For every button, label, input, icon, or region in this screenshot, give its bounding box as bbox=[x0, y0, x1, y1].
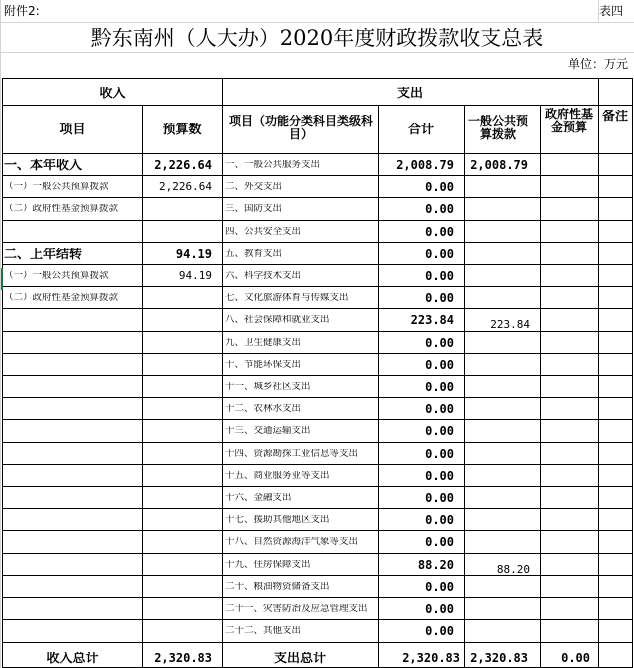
table-row-line bbox=[2, 197, 632, 198]
remark-header: 备注 bbox=[601, 110, 628, 123]
expense-row-total: 0.00 bbox=[425, 181, 454, 194]
table-border bbox=[2, 153, 632, 154]
income-row-label: （一）一般公共预算拨款 bbox=[4, 271, 109, 281]
expense-row-label: 五、教育支出 bbox=[225, 248, 283, 259]
table-col-line bbox=[2, 78, 3, 668]
table-row-line bbox=[2, 242, 632, 243]
expense-row-total: 0.00 bbox=[425, 358, 454, 371]
table-row-line bbox=[2, 286, 632, 287]
expense-row-total: 0.00 bbox=[425, 270, 454, 282]
table-col-line bbox=[464, 105, 465, 668]
expense-header: 支出 bbox=[396, 87, 423, 100]
expense-row-total: 0.00 bbox=[425, 203, 454, 216]
table-row-line bbox=[2, 530, 632, 531]
expense-row-label: 二十、粮油物资储备支出 bbox=[225, 581, 330, 592]
expense-row-total: 0.00 bbox=[425, 292, 454, 305]
expense-row-total: 0.00 bbox=[425, 469, 454, 482]
expense-row-general: 88.20 bbox=[496, 563, 530, 575]
expense-total-label: 支出总计 bbox=[273, 652, 326, 665]
expense-row-total: 2,008.79 bbox=[396, 159, 454, 171]
sheet-gridline bbox=[0, 22, 634, 23]
table-row-line bbox=[2, 308, 632, 309]
table-col-line bbox=[540, 105, 541, 668]
table-col-line bbox=[632, 78, 633, 668]
expense-row-label: 二十二、其他支出 bbox=[225, 626, 302, 636]
expense-row-label: 三、国防支出 bbox=[225, 204, 283, 214]
sheet-gridline bbox=[598, 0, 599, 22]
expense-row-label: 十、节能环保支出 bbox=[225, 359, 302, 370]
income-row-label: 二、上年结转 bbox=[4, 247, 83, 261]
expense-row-label: 十二、农林水支出 bbox=[225, 404, 302, 414]
income-header: 收入 bbox=[99, 87, 126, 100]
expense-row-total: 0.00 bbox=[425, 514, 454, 527]
table-row-line bbox=[2, 264, 632, 265]
budget-header: 预算数 bbox=[162, 123, 202, 136]
income-row-label: （一）一般公共预算拨款 bbox=[4, 182, 109, 192]
table-row-line bbox=[2, 508, 632, 509]
table-col-line bbox=[378, 105, 379, 668]
expense-row-label: 十七、援助其他地区支出 bbox=[225, 515, 330, 525]
expense-row-label: 十五、商业服务业等支出 bbox=[225, 470, 330, 481]
table-row-line bbox=[2, 553, 632, 554]
expense-row-label: 十六、金融支出 bbox=[225, 493, 292, 503]
expense-row-label: 一、一般公共服务支出 bbox=[225, 160, 321, 170]
expense-row-label: 十一、城乡社区支出 bbox=[225, 382, 311, 392]
income-row-value: 94.19 bbox=[175, 247, 212, 260]
expense-row-total: 0.00 bbox=[425, 381, 454, 393]
table-border bbox=[2, 78, 632, 79]
expense-row-total: 0.00 bbox=[425, 447, 454, 460]
expense-row-general: 223.84 bbox=[490, 319, 530, 331]
sheet-gridline bbox=[0, 52, 634, 53]
attachment-label: 附件2: bbox=[4, 5, 40, 17]
income-total-value: 2,320.83 bbox=[154, 652, 212, 664]
income-total-label: 收入总计 bbox=[46, 652, 99, 665]
expense-row-label: 十八、自然资源海洋气象等支出 bbox=[225, 537, 359, 547]
expense-row-total: 223.84 bbox=[410, 314, 454, 327]
expense-row-label: 六、科学技术支出 bbox=[225, 271, 302, 281]
selected-cell-indicator bbox=[1, 268, 3, 290]
income-row-label: （二）政府性基金预算拨款 bbox=[4, 293, 119, 303]
expense-row-label: 四、公共安全支出 bbox=[225, 226, 302, 237]
expense-row-total: 0.00 bbox=[425, 425, 454, 438]
gov-fund-header: 政府性基金预算 bbox=[544, 108, 593, 134]
table-col-line bbox=[222, 78, 223, 668]
expense-row-total: 0.00 bbox=[425, 247, 454, 260]
table-row-line bbox=[2, 175, 632, 176]
income-row-value: 2,226.64 bbox=[154, 159, 212, 171]
expense-row-label: 七、文化旅游体育与传媒支出 bbox=[225, 293, 349, 303]
expense-row-total: 0.00 bbox=[425, 625, 454, 638]
table-row-line bbox=[2, 220, 632, 221]
table-col-line bbox=[142, 105, 143, 668]
income-row-value: 2,226.64 bbox=[159, 181, 212, 193]
income-row-label: （二）政府性基金预算拨款 bbox=[4, 204, 119, 214]
table-row-line bbox=[2, 575, 632, 576]
income-row-value: 94.19 bbox=[178, 270, 212, 281]
expense-total-value: 2,320.83 bbox=[402, 652, 460, 664]
unit-label: 单位：万元 bbox=[567, 58, 628, 70]
expense-row-label: 二十一、灾害防治及应急管理支出 bbox=[225, 604, 368, 614]
page-title: 黔东南州（人大办）2020年度财政拨款收支总表 bbox=[90, 28, 544, 49]
expense-row-total: 0.00 bbox=[425, 225, 454, 238]
table-row-line bbox=[2, 597, 632, 598]
table-row-line bbox=[2, 486, 632, 487]
table-row-line bbox=[2, 397, 632, 398]
sheet-gridline bbox=[0, 0, 1, 668]
fund-total-value: 0.00 bbox=[561, 652, 590, 664]
income-row-label: 一、本年收入 bbox=[4, 159, 83, 172]
expense-row-label: 八、社会保障和就业支出 bbox=[225, 315, 330, 325]
table-row-line bbox=[2, 375, 632, 376]
expense-row-total: 88.20 bbox=[417, 558, 454, 571]
total-header: 合计 bbox=[407, 123, 434, 136]
expense-row-total: 0.00 bbox=[425, 536, 454, 549]
table-border bbox=[2, 642, 632, 643]
table-row-line bbox=[2, 353, 632, 354]
expense-row-total: 0.00 bbox=[425, 336, 454, 349]
expense-row-label: 二、外交支出 bbox=[225, 182, 283, 192]
table-row-line bbox=[2, 464, 632, 465]
expense-row-total: 0.00 bbox=[425, 580, 454, 593]
table-border bbox=[2, 105, 632, 106]
expense-row-total: 0.00 bbox=[425, 492, 454, 504]
general-total-value: 2,320.83 bbox=[470, 652, 528, 664]
table-row-line bbox=[2, 619, 632, 620]
table-col-line bbox=[598, 78, 599, 668]
table-row-line bbox=[2, 442, 632, 443]
expense-row-label: 十四、资源勘探工业信息等支出 bbox=[225, 448, 359, 459]
expense-row-total: 0.00 bbox=[425, 403, 454, 416]
table-row-line bbox=[2, 419, 632, 420]
func-item-header: 项目（功能分类科目类级科目） bbox=[228, 115, 373, 141]
expense-row-label: 十三、交通运输支出 bbox=[225, 426, 311, 436]
table-number: 表四 bbox=[599, 5, 624, 17]
expense-row-total: 0.00 bbox=[425, 603, 454, 615]
table-row-line bbox=[2, 331, 632, 332]
expense-row-label: 九、卫生健康支出 bbox=[225, 337, 302, 348]
expense-row-label: 十九、住房保障支出 bbox=[225, 559, 311, 570]
general-budget-header: 一般公共预算拨款 bbox=[467, 115, 528, 141]
expense-row-general: 2,008.79 bbox=[470, 159, 528, 171]
item-header: 项目 bbox=[59, 123, 86, 136]
